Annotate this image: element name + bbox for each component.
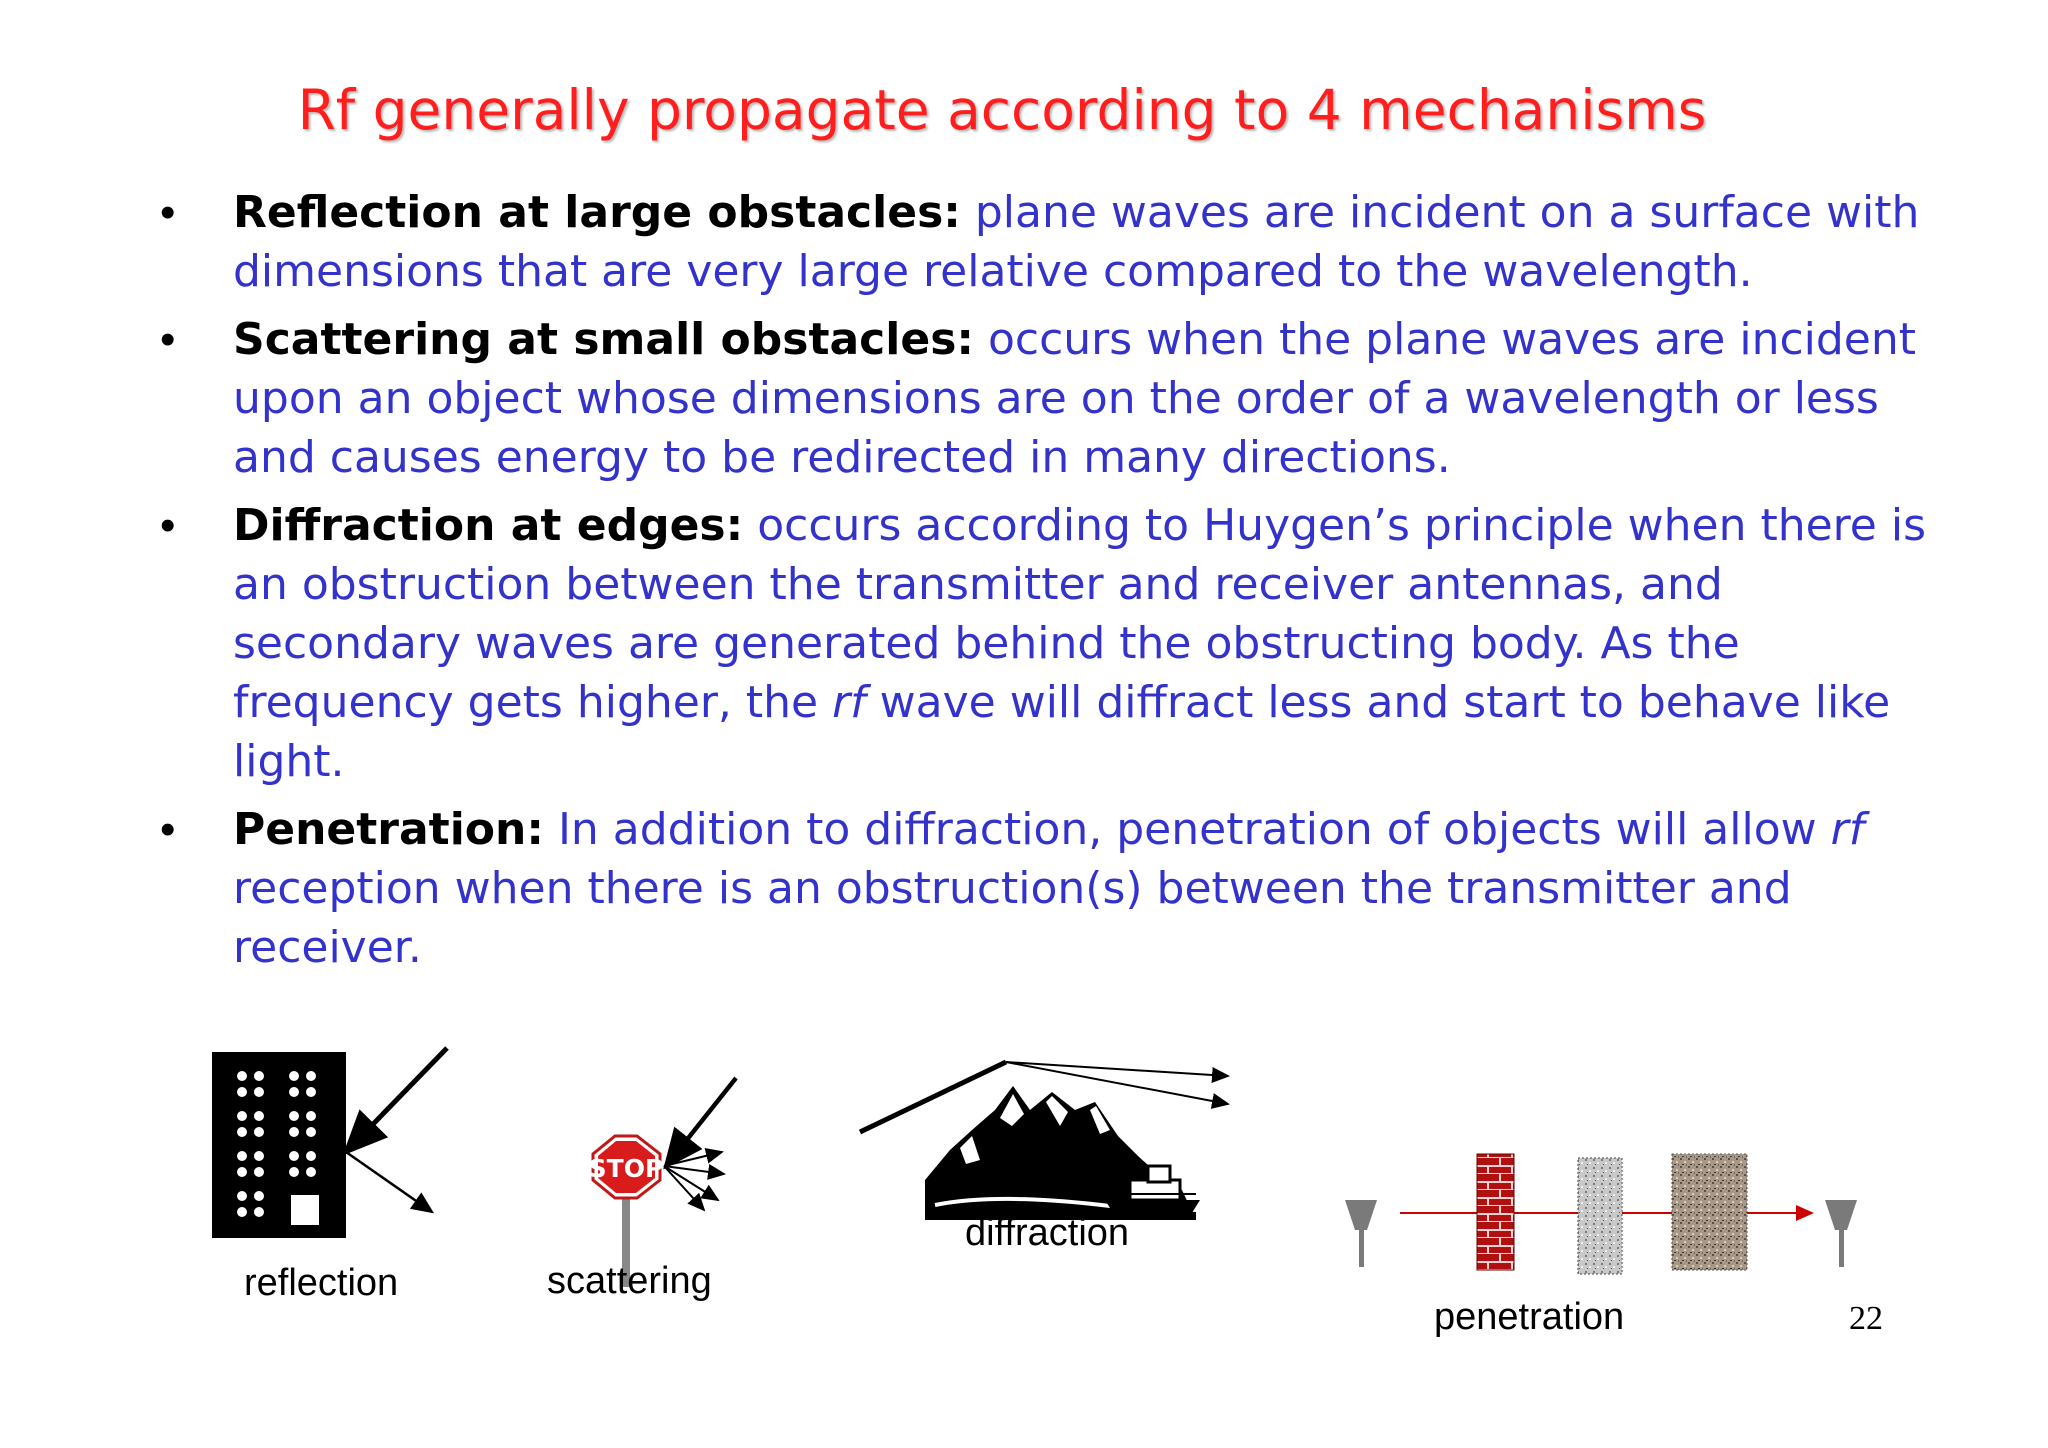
bullet-lead: Diffraction at edges: bbox=[233, 500, 744, 551]
bullet-lead: Scattering at small obstacles: bbox=[233, 314, 974, 365]
bullet-italic-rf: rf bbox=[832, 677, 866, 728]
bullet-diffraction bbox=[160, 496, 1930, 791]
bullet-list bbox=[160, 183, 1930, 986]
scattering-rays bbox=[664, 1078, 736, 1210]
bullet-lead: Penetration: bbox=[233, 804, 544, 855]
bullet-penetration bbox=[160, 800, 1930, 977]
brick-wall-icon bbox=[1477, 1154, 1514, 1270]
bullet-text: reception when there is an obstruction(s) between the transmitter and receiver. bbox=[233, 863, 1792, 973]
bullet-reflection bbox=[160, 183, 1930, 301]
penetration-label: penetration bbox=[1434, 1296, 1625, 1338]
stone-wall-icon bbox=[1578, 1158, 1622, 1274]
diffraction-label: diffraction bbox=[965, 1212, 1130, 1254]
bullet-scattering bbox=[160, 310, 1930, 487]
bullet-text: occurs when the plane waves are incident upon an object whose dimensions are on the order of a wavelength or less and causes energy to be redirected in many directions. bbox=[233, 314, 1917, 483]
antenna-transmitter-icon bbox=[1345, 1200, 1377, 1267]
bullet-text: occurs according to Huygen’s principle when there is an obstruction between the transmitter and receiver antennas, and secondary waves are generated behind the obstructing body. As the frequency gets higher, the bbox=[233, 500, 1926, 728]
reflection-rays bbox=[346, 1048, 447, 1212]
stop-sign-text: STOP bbox=[588, 1154, 664, 1183]
antenna-receiver-icon bbox=[1825, 1200, 1857, 1267]
bullet-text: wave will diffract less and start to behave like light. bbox=[233, 677, 1891, 787]
bullet-text: In addition to diffraction, penetration of objects will allow bbox=[543, 804, 1831, 855]
page-number: 22 bbox=[1849, 1300, 1883, 1337]
reflection-label: reflection bbox=[244, 1262, 399, 1304]
bullet-italic-rf: rf bbox=[1830, 804, 1865, 855]
building-icon bbox=[212, 1052, 346, 1238]
mechanism-figures bbox=[0, 1030, 2048, 1350]
scattering-label: scattering bbox=[547, 1260, 712, 1302]
bullet-lead: Reflection at large obstacles: bbox=[233, 187, 961, 238]
gravel-wall-icon bbox=[1672, 1154, 1747, 1270]
bullet-text: plane waves are incident on a surface with dimensions that are very large relative compared to the wavelength. bbox=[233, 187, 1920, 297]
slide-title: Rf generally propagate according to 4 mechanisms bbox=[297, 78, 1707, 142]
